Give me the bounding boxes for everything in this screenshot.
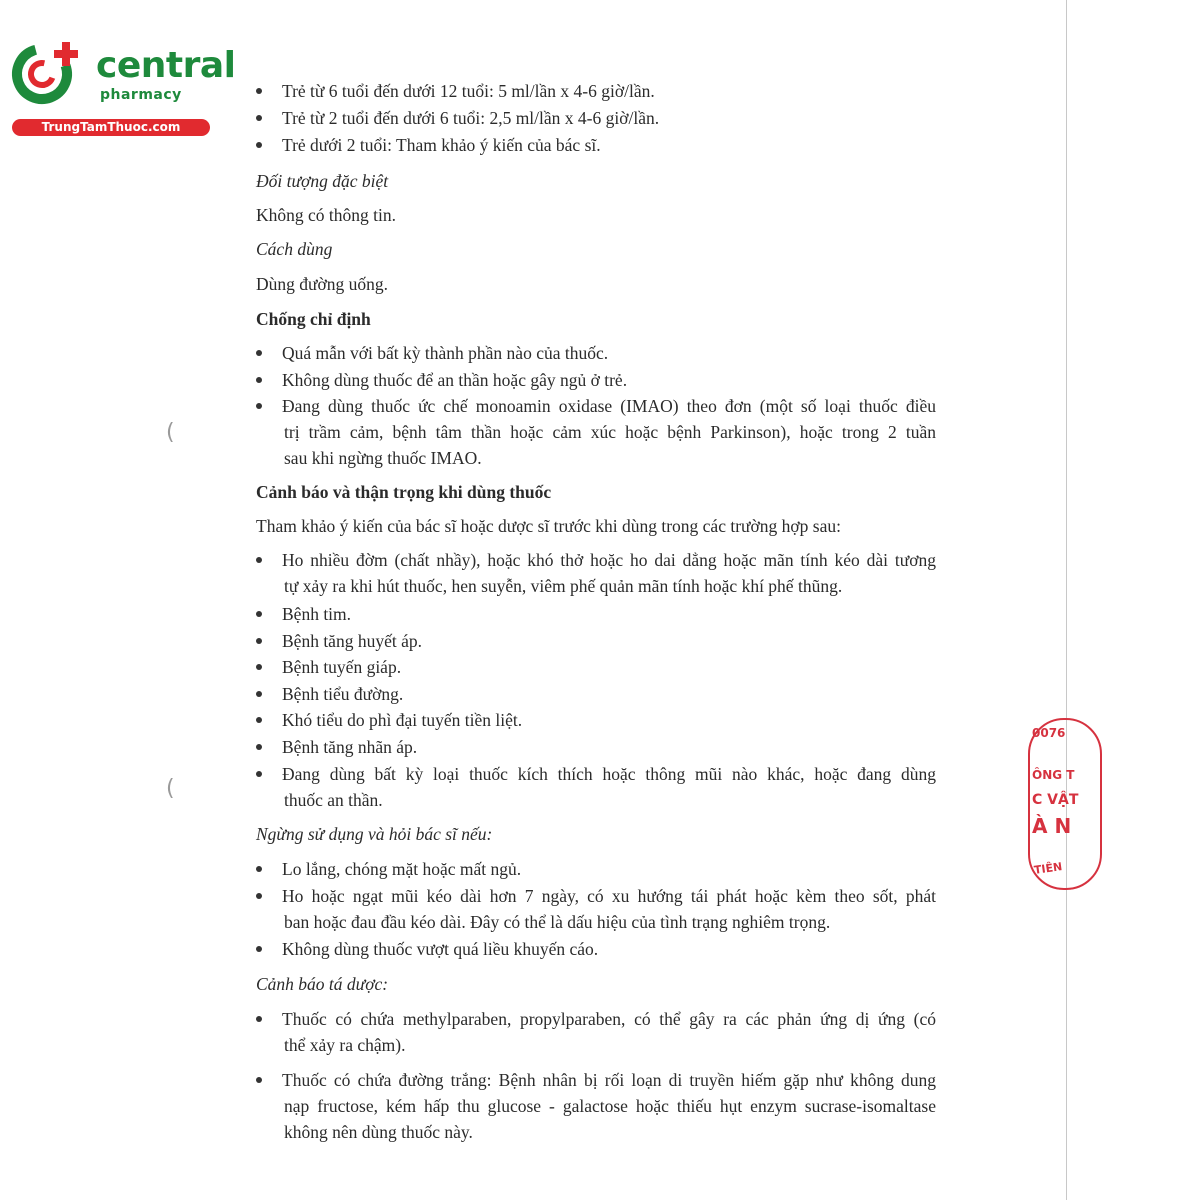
list-item — [256, 763, 936, 785]
section-heading-special: Đối tượng đặc biệt — [256, 171, 389, 191]
bullet-dot — [256, 638, 262, 644]
section-heading-warnings: Cảnh báo và thận trọng khi dùng thuốc — [256, 482, 552, 502]
list-item-continuation: trị trầm cảm, bệnh tâm thần hoặc cảm xúc hoặc bệnh Parkinson), hoặc trong 2 tuần — [284, 422, 936, 442]
stamp-text-1: 0076 — [1032, 726, 1066, 740]
list-item — [256, 1069, 936, 1091]
bullet-dot — [256, 691, 262, 697]
bullet-dot — [256, 866, 262, 872]
list-item-text: Bệnh tiểu đường. — [282, 684, 404, 704]
bullet-dot — [256, 1016, 262, 1022]
logo-url-badge: TrungTamThuoc.com — [12, 119, 210, 136]
bullet-dot — [256, 1077, 262, 1083]
stamp-text-4: À N — [1032, 814, 1072, 838]
logo-tagline: pharmacy — [100, 87, 182, 103]
bullet-dot — [256, 893, 262, 899]
list-item — [256, 549, 936, 571]
list-item-text: Quá mẫn với bất kỳ thành phần nào của thuốc. — [282, 343, 609, 363]
bullet-dot — [256, 611, 262, 617]
list-item-text: Ho hoặc ngạt mũi kéo dài hơn 7 ngày, có xu hướng tái phát hoặc kèm theo sốt, phát — [282, 886, 936, 906]
list-item-text: Thuốc có chứa methylparaben, propylparaben, có thể gây ra các phản ứng dị ứng (có — [282, 1009, 936, 1029]
bullet-dot — [256, 115, 262, 121]
bullet-dot — [256, 946, 262, 952]
list-item-continuation: sau khi ngừng thuốc IMAO. — [284, 448, 482, 468]
list-item-text: Không dùng thuốc vượt quá liều khuyến cáo. — [282, 939, 599, 959]
list-item-continuation: thể xảy ra chậm). — [284, 1035, 406, 1055]
paragraph: Không có thông tin. — [256, 205, 396, 225]
bullet-dot — [256, 557, 262, 563]
list-item — [256, 603, 351, 625]
bullet-dot — [256, 664, 262, 670]
list-item — [256, 630, 422, 652]
list-item-continuation: thuốc an thần. — [284, 790, 383, 810]
list-item — [256, 858, 521, 880]
logo-wordmark: central — [96, 45, 236, 86]
list-item-text: Khó tiểu do phì đại tuyến tiền liệt. — [282, 710, 523, 730]
section-heading-contraindications: Chống chỉ định — [256, 309, 371, 329]
list-item-continuation: ban hoặc đau đầu kéo dài. Đây có thể là dấu hiệu của tình trạng nghiêm trọng. — [284, 912, 831, 932]
list-item — [256, 683, 403, 705]
list-item-continuation: tự xảy ra khi hút thuốc, hen suyễn, viêm phế quản mãn tính hoặc khí phế thũng. — [284, 576, 843, 596]
list-item-continuation: nạp fructose, kém hấp thu glucose - galactose hoặc thiếu hụt enzym sucrase-isomaltase — [284, 1096, 936, 1116]
list-item-text: Lo lắng, chóng mặt hoặc mất ngủ. — [282, 859, 522, 879]
bullet-dot — [256, 142, 262, 148]
list-item — [256, 885, 936, 907]
list-item — [256, 656, 401, 678]
list-item — [256, 107, 659, 129]
list-item-text: Thuốc có chứa đường trắng: Bệnh nhân bị rối loạn di truyền hiếm gặp như không dung — [282, 1070, 936, 1090]
bullet-dot — [256, 88, 262, 94]
list-item-continuation: không nên dùng thuốc này. — [284, 1122, 473, 1142]
list-item — [256, 395, 936, 417]
paragraph: Tham khảo ý kiến của bác sĩ hoặc dược sĩ trước khi dùng trong các trường hợp sau: — [256, 516, 841, 536]
stamp-text-3: C VẬT — [1032, 792, 1079, 808]
list-item-text: Bệnh tuyến giáp. — [282, 657, 402, 677]
section-heading-excipients: Cảnh báo tá dược: — [256, 974, 389, 994]
bullet-dot — [256, 744, 262, 750]
bullet-dot — [256, 350, 262, 356]
paragraph: Dùng đường uống. — [256, 274, 389, 294]
section-heading-stop-use: Ngừng sử dụng và hỏi bác sĩ nếu: — [256, 824, 493, 844]
list-item-text: Đang dùng bất kỳ loại thuốc kích thích hoặc thông mũi nào khác, hoặc đang dùng — [282, 764, 936, 784]
margin-mark: ( — [166, 776, 175, 801]
list-item-text: Bệnh tim. — [282, 604, 352, 624]
list-item-text: Trẻ dưới 2 tuổi: Tham khảo ý kiến của bác sĩ. — [282, 135, 601, 155]
list-item — [256, 709, 522, 731]
list-item — [256, 342, 608, 364]
section-heading-usage: Cách dùng — [256, 239, 333, 259]
list-item — [256, 1008, 936, 1030]
stamp-text-2: ÔNG T — [1032, 768, 1075, 782]
list-item — [256, 80, 655, 102]
list-item-text: Ho nhiều đờm (chất nhầy), hoặc khó thở hoặc ho dai dẳng hoặc mãn tính kéo dài tương — [282, 550, 936, 570]
bullet-dot — [256, 771, 262, 777]
bullet-dot — [256, 403, 262, 409]
list-item-text: Trẻ từ 6 tuổi đến dưới 12 tuổi: 5 ml/lần x 4-6 giờ/lần. — [282, 81, 655, 101]
bullet-dot — [256, 717, 262, 723]
list-item — [256, 938, 598, 960]
list-item-text: Đang dùng thuốc ức chế monoamin oxidase (IMAO) theo đơn (một số loại thuốc điều — [282, 396, 936, 416]
list-item-text: Bệnh tăng huyết áp. — [282, 631, 422, 651]
bullet-dot — [256, 377, 262, 383]
stamp-text-5: TIÊN — [1033, 860, 1064, 877]
list-item-text: Bệnh tăng nhãn áp. — [282, 737, 418, 757]
list-item — [256, 369, 627, 391]
list-item-text: Trẻ từ 2 tuổi đến dưới 6 tuổi: 2,5 ml/lần x 4-6 giờ/lần. — [282, 108, 660, 128]
list-item — [256, 736, 417, 758]
list-item-text: Không dùng thuốc để an thần hoặc gây ngủ ở trẻ. — [282, 370, 628, 390]
list-item — [256, 134, 601, 156]
margin-mark: ( — [166, 420, 175, 445]
